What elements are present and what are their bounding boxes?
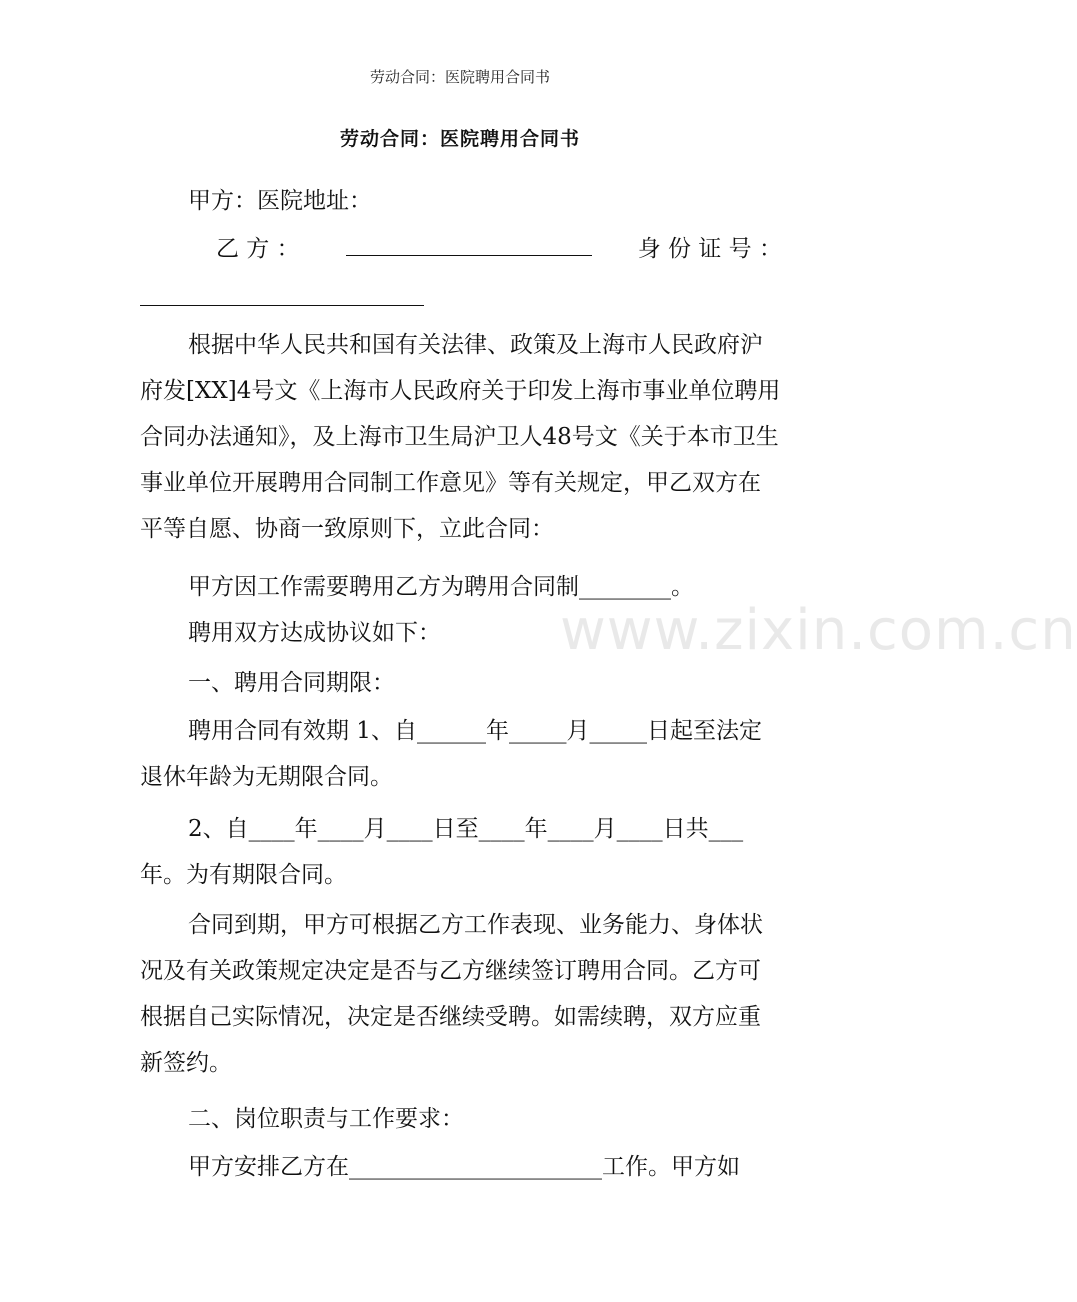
id-number-label: 身 份 证 号 ： — [637, 236, 782, 262]
party-b-name-blank — [346, 254, 592, 256]
party-b-label: 乙 方 ： — [216, 236, 300, 262]
section-heading-term: 一、聘用合同期限： — [188, 670, 395, 696]
paragraph-agreement: 聘用双方达成协议如下： — [188, 620, 441, 646]
id-number-blank — [140, 305, 424, 306]
section-heading-duties: 二、岗位职责与工作要求： — [188, 1106, 464, 1132]
paragraph-legal-basis: 根据中华人民共和国有关法律、政策及上海市人民政府沪府发[XX]4号文《上海市人民政府关于印发上海市事业单位聘用合同办法通知》，及上海市卫生局沪卫人48号文《关于本市卫生事业单位开展聘用合同制工作意见》等有关规定，甲乙双方在平等自愿、协商一致原则下，立此合同： — [140, 332, 781, 542]
running-header: 劳动合同：医院聘用合同书 — [369, 68, 550, 86]
paragraph-term-open: 聘用合同有效期 1、自______年_____月_____日起至法定退休年龄为无期限合同。 — [140, 718, 762, 790]
paragraph-renewal: 合同到期，甲方可根据乙方工作表现、业务能力、身体状况及有关政策规定决定是否与乙方继续签订聘用合同。乙方可根据自己实际情况，决定是否继续受聘。如需续聘，双方应重新签约。 — [140, 912, 763, 1076]
paragraph-term-fixed: 2、自____年____月____日至____年____月____日共___年。为有期限合同。 — [140, 816, 744, 888]
party-b-line — [140, 226, 782, 272]
document-title: 劳动合同：医院聘用合同书 — [339, 128, 580, 150]
paragraph-assignment: 甲方安排乙方在______________________工作。甲方如 — [188, 1154, 740, 1180]
paragraph-hire-purpose: 甲方因工作需要聘用乙方为聘用合同制________。 — [188, 574, 694, 600]
watermark: www.zixin.com.cn — [560, 598, 1077, 663]
party-a-line: 甲方：医院地址： — [188, 188, 372, 214]
